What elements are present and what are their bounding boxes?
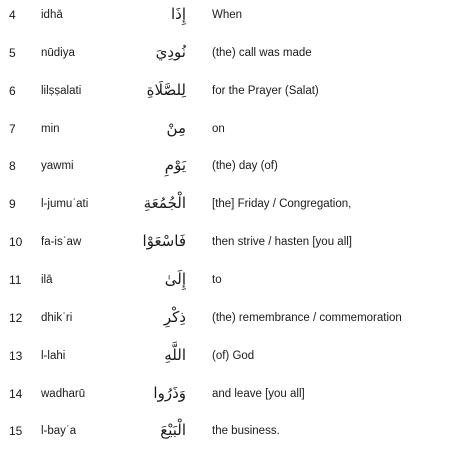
table-row [0,418,474,456]
arabic-word: إِذَا [170,5,186,23]
table-row [0,153,474,191]
table-row [0,229,474,267]
transliteration: idhā [41,9,63,21]
transliteration: ilā [41,274,53,286]
table-row [0,2,474,40]
row-number: 5 [9,46,16,60]
transliteration: l-bayʿa [41,425,77,437]
row-number: 6 [9,84,16,98]
arabic-word: ذِكْرِ [163,308,186,326]
row-number: 10 [9,235,23,249]
row-number: 15 [9,424,23,438]
arabic-word: الْبَيْعَ [160,421,186,439]
english-translation: [the] Friday / Congregation, [212,198,352,210]
table-row [0,267,474,305]
english-translation: on [212,123,225,135]
transliteration: wadharū [41,388,86,400]
row-number: 14 [9,387,23,401]
english-translation: When [212,9,243,21]
arabic-word: فَاسْعَوْا [142,232,186,250]
english-translation: the business. [212,425,280,437]
table-row [0,40,474,78]
table-row [0,305,474,343]
arabic-word: اللَّهِ [164,346,186,364]
transliteration: l-lahi [41,350,66,362]
transliteration: lilṣṣalati [41,85,82,97]
english-translation: and leave [you all] [212,388,305,400]
english-translation: (the) day (of) [212,160,278,172]
english-translation: (of) God [212,350,255,362]
english-translation: (the) call was made [212,47,312,59]
arabic-word: إِلَىٰ [164,270,186,288]
arabic-word: وَذَرُوا [153,384,186,402]
arabic-word: لِلصَّلَاةِ [146,81,186,99]
row-number: 11 [9,273,22,287]
row-number: 4 [9,8,16,22]
arabic-word: يَوْمِ [164,156,186,174]
transliteration: fa-isʿaw [41,236,82,248]
table-row [0,191,474,229]
row-number: 7 [9,122,16,136]
row-number: 9 [9,197,16,211]
english-translation: (the) remembrance / commemoration [212,312,402,324]
arabic-word: نُودِيَ [155,43,186,61]
transliteration: dhikʿri [41,312,73,324]
english-translation: to [212,274,222,286]
table-row [0,78,474,116]
english-translation: then strive / hasten [you all] [212,236,352,248]
table-row [0,381,474,419]
transliteration: yawmi [41,160,74,172]
english-translation: for the Prayer (Salat) [212,85,319,97]
row-number: 8 [9,159,16,173]
arabic-word: الْجُمُعَةِ [143,194,186,212]
table-row [0,343,474,381]
transliteration: min [41,123,60,135]
table-row [0,116,474,154]
transliteration: nūdiya [41,47,75,59]
arabic-word: مِنْ [166,119,186,137]
row-number: 12 [9,311,23,325]
transliteration: l-jumuʿati [41,198,89,210]
row-number: 13 [9,349,23,363]
